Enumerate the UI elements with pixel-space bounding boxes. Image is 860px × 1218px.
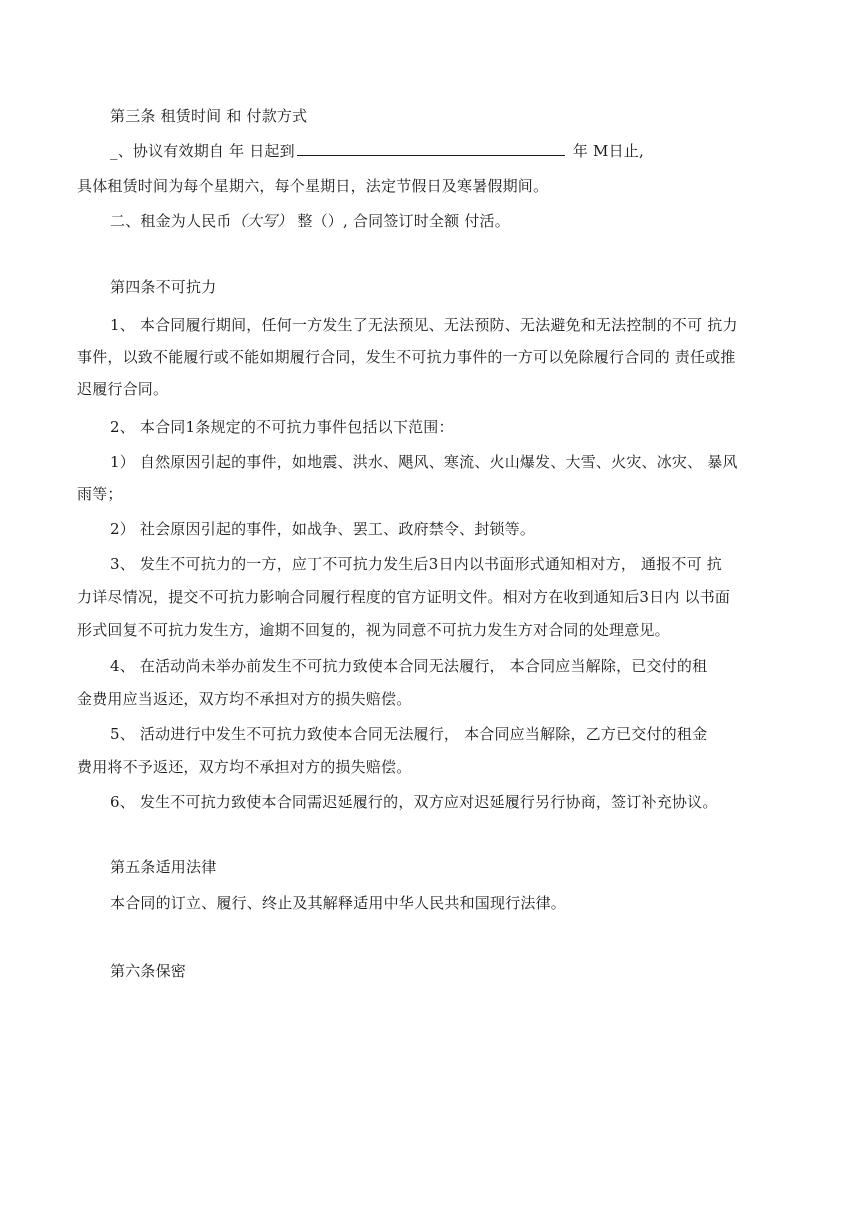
article-4-line: 迟履行合同。 [77, 380, 169, 398]
article-4-line: 2） 社会原因引起的事件，如战争、罢工、政府禁令、封锁等。 [110, 520, 536, 538]
article-4-line: 6、 发生不可抗力致使本合同需迟延履行的，双方应对迟延履行另行协商，签订补充协议。 [110, 793, 718, 811]
article-3-rental-time: 具体租赁时间为每个星期六，每个星期日，法定节假日及寒暑假期间。 [77, 177, 549, 195]
article-3-heading: 第三条 租赁时间 和 付款方式 [110, 107, 308, 125]
article-6-heading: 第六条保密 [110, 962, 187, 980]
term-line-suffix: 年 M日止, [572, 142, 644, 160]
article-3-rent-line [110, 211, 510, 231]
article-4-line: 4、 在活动尚未举办前发生不可抗力致使本合同无法履行， 本合同应当解除，已交付的租 [110, 657, 708, 675]
article-3-term-line [110, 141, 644, 161]
rent-line-c: 整（）, 合同签订时全额 付活。 [292, 212, 510, 230]
article-4-line: 力详尽情况，提交不可抗力影响合同履行程度的官方证明文件。相对方在收到通知后3日内 以书面 [77, 588, 731, 606]
article-4-line: 形式回复不可抗力发生方，逾期不回复的，视为同意不可抗力发生方对合同的处理意见。 [77, 621, 670, 639]
article-4-line: 金费用应当返还，双方均不承担对方的损失赔偿。 [77, 690, 412, 708]
article-4-line: 事件，以致不能履行或不能如期履行合同，发生不可抗力事件的一方可以免除履行合同的 责任或推 [77, 348, 736, 366]
article-4-line: 费用将不予返还，双方均不承担对方的损失赔偿。 [77, 758, 412, 776]
article-4-line: 1） 自然原因引起的事件，如地震、洪水、飓风、寒流、火山爆发、大雪、火灾、冰灾、 暴风 [110, 453, 738, 471]
date-blank-underline [297, 141, 565, 156]
article-4-line: 3、 发生不可抗力的一方，应丁不可抗力发生后3日内以书面形式通知相对方， 通报不可 抗 [110, 555, 722, 573]
article-4-line: 雨等； [77, 485, 123, 503]
article-5-heading: 第五条适用法律 [110, 858, 217, 876]
article-5-body: 本合同的订立、履行、终止及其解释适用中华人民共和国现行法律。 [110, 894, 567, 912]
rent-line-a: 二、租金为人民币 [110, 212, 232, 230]
article-4-line: 1、 本合同履行期间，任何一方发生了无法预见、无法预防、无法避免和无法控制的不可 抗力 [110, 316, 738, 334]
article-4-line: 2、 本合同1条规定的不可抗力事件包括以下范围： [110, 418, 454, 436]
article-4-heading: 第四条不可抗力 [110, 278, 217, 296]
article-4-line: 5、 活动进行中发生不可抗力致使本合同无法履行， 本合同应当解除，乙方已交付的租金 [110, 725, 708, 743]
term-line-prefix: _、协议有效期自 年 日起到 [110, 142, 295, 160]
rent-line-b: （大写） [231, 212, 293, 230]
